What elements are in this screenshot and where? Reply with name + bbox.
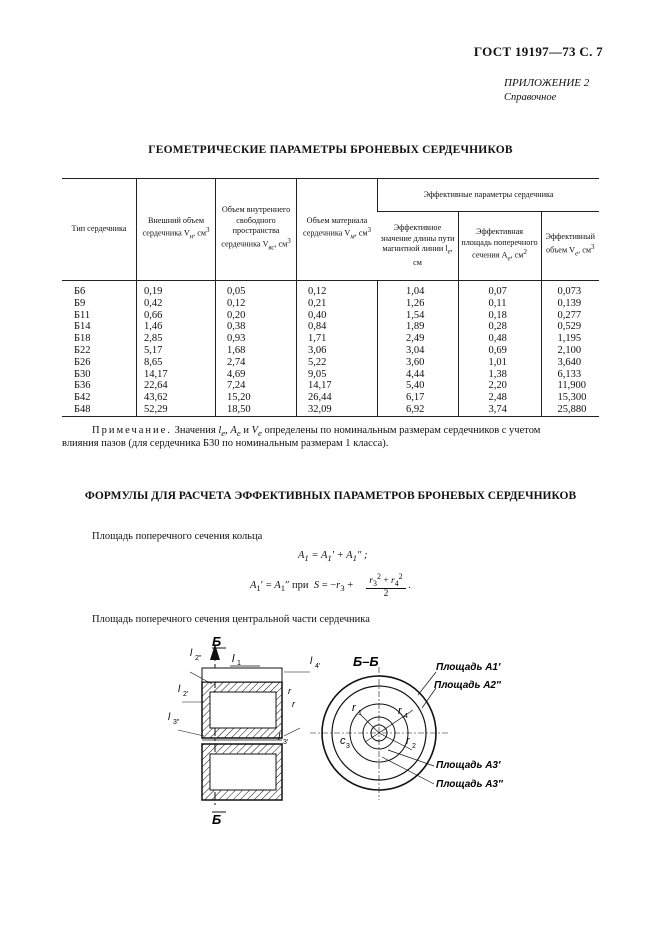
table-row — [62, 357, 599, 369]
cell-inner-volume: 0,38 — [216, 321, 297, 333]
cell-inner-volume: 0,20 — [216, 310, 297, 322]
col-material-volume-header: Объем материала сердечника $V_м$, $см^3$ — [297, 179, 378, 281]
cell-eff-volume: 2,100 — [541, 345, 599, 357]
col-outer-volume-header: Внешний объем сердечника $V_н$, $см^3$ — [137, 179, 216, 281]
svg-text:1: 1 — [237, 660, 241, 667]
svg-text:l: l — [190, 648, 193, 659]
cell-eff-volume: 11,900 — [541, 380, 599, 392]
parameters-table — [62, 178, 599, 417]
cell-type: Б36 — [74, 380, 91, 392]
cell-eff-area: 2,20 — [458, 380, 541, 392]
svg-text:l: l — [178, 684, 181, 695]
table-row — [62, 310, 599, 322]
appendix-label: ПРИЛОЖЕНИЕ 2 — [504, 77, 590, 89]
core-section-drawing — [160, 632, 503, 827]
svg-text:2′: 2′ — [183, 691, 189, 698]
cell-eff-length: 3,60 — [378, 357, 459, 369]
cell-eff-length: 1,89 — [378, 321, 459, 333]
cell-outer-volume: 8,65 — [137, 357, 216, 369]
svg-text:c: c — [340, 735, 346, 747]
table-note: Примечание. Значения $l_e$, $A_e$ и $V_e$ определены по номинальным размерам сердечников с учетом — [92, 425, 541, 439]
table-row — [62, 321, 599, 333]
table-row — [62, 392, 599, 404]
table-row — [62, 333, 599, 345]
reference-label: Справочное — [504, 92, 557, 103]
cell-type: Б30 — [74, 368, 91, 380]
col-type-header: Тип сердечника — [62, 179, 137, 281]
cell-material-volume: 14,17 — [297, 380, 378, 392]
cell-material-volume: 9,05 — [297, 369, 378, 381]
cell-eff-area: 0,07 — [458, 281, 541, 298]
cell-outer-volume: 0,66 — [137, 310, 216, 322]
formula-ring-area: $A_1 = A_1' + A_1''$ ; — [298, 550, 368, 564]
cell-eff-area: 1,38 — [458, 369, 541, 381]
cell-inner-volume: 15,20 — [216, 392, 297, 404]
svg-text:l: l — [278, 732, 281, 743]
cell-type: Б22 — [74, 344, 91, 356]
cell-material-volume: 0,84 — [297, 321, 378, 333]
cell-outer-volume: 43,62 — [137, 392, 216, 404]
cell-inner-volume: 0,12 — [216, 298, 297, 310]
col-eff-area-header: Эффективная площадь поперечного сечения $A_e$, $см^2$ — [458, 212, 541, 281]
cell-eff-volume: 0,277 — [541, 310, 599, 322]
section-title-formulas: ФОРМУЛЫ ДЛЯ РАСЧЕТА ЭФФЕКТИВНЫХ ПАРАМЕТРОВ БРОНЕВЫХ СЕРДЕЧНИКОВ — [84, 490, 577, 502]
paragraph-center-area: Площадь поперечного сечения центральной части сердечника — [92, 614, 370, 625]
svg-text:4: 4 — [404, 713, 408, 720]
svg-text:r: r — [352, 702, 356, 714]
svg-text:4′: 4′ — [315, 663, 321, 670]
cell-eff-volume: 1,195 — [541, 333, 599, 345]
cell-inner-volume: 1,68 — [216, 345, 297, 357]
cell-inner-volume: 0,05 — [216, 281, 297, 298]
label-area-a2: Площадь A2″ — [434, 680, 501, 691]
cell-eff-area: 0,11 — [458, 298, 541, 310]
cell-eff-volume: 6,133 — [541, 369, 599, 381]
cell-outer-volume: 1,46 — [137, 321, 216, 333]
group-header-effective: Эффективные параметры сердечника — [378, 179, 600, 212]
cell-outer-volume: 0,42 — [137, 298, 216, 310]
cell-eff-volume: 0,139 — [541, 298, 599, 310]
cell-type: Б26 — [74, 356, 91, 368]
cell-type: Б6 — [74, 286, 86, 297]
cell-outer-volume: 14,17 — [137, 369, 216, 381]
svg-text:3: 3 — [346, 743, 350, 750]
table-row — [62, 281, 599, 298]
label-area-a3-prime: Площадь A3′ — [436, 760, 501, 771]
svg-text:r: r — [292, 699, 295, 709]
cell-eff-volume: 0,073 — [541, 281, 599, 298]
cell-eff-length: 6,92 — [378, 404, 459, 416]
svg-text:r: r — [398, 705, 402, 717]
paragraph-ring-area: Площадь поперечного сечения кольца — [92, 531, 263, 542]
cell-eff-length: 2,49 — [378, 333, 459, 345]
cell-eff-area: 1,01 — [458, 357, 541, 369]
svg-text:3″: 3″ — [173, 719, 180, 726]
core-cross-section — [168, 634, 321, 827]
cell-type: Б18 — [74, 333, 91, 345]
table-row — [62, 380, 599, 392]
table-row — [62, 345, 599, 357]
cell-eff-area: 0,69 — [458, 345, 541, 357]
section-title-parameters: ГЕОМЕТРИЧЕСКИЕ ПАРАМЕТРЫ БРОНЕВЫХ СЕРДЕЧНИКОВ — [148, 144, 513, 156]
table-row — [62, 298, 599, 310]
col-eff-volume-header: Эффективный объем $V_e$, $см^3$ — [541, 212, 599, 281]
cell-material-volume: 0,21 — [297, 298, 378, 310]
svg-text:1: 1 — [358, 710, 362, 717]
cell-material-volume: 0,40 — [297, 310, 378, 322]
cell-eff-area: 2,48 — [458, 392, 541, 404]
label-area-a3-double: Площадь A3″ — [436, 779, 503, 790]
cell-eff-length: 1,54 — [378, 310, 459, 322]
cell-eff-length: 3,04 — [378, 345, 459, 357]
cell-eff-area: 3,74 — [458, 404, 541, 416]
cell-eff-area: 0,28 — [458, 321, 541, 333]
table-row — [62, 404, 599, 416]
cell-material-volume: 3,06 — [297, 345, 378, 357]
parameters-table-body — [62, 281, 599, 417]
svg-text:2: 2 — [412, 743, 416, 750]
cell-type: Б48 — [62, 404, 137, 416]
cell-inner-volume: 18,50 — [216, 404, 297, 416]
page-header: ГОСТ 19197—73 С. 7 — [473, 44, 603, 59]
section-mark-top: Б — [212, 634, 222, 649]
section-view-label: Б–Б — [353, 654, 379, 669]
cell-inner-volume: 7,24 — [216, 380, 297, 392]
svg-text:l: l — [232, 653, 235, 665]
cell-eff-volume: 15,300 — [541, 392, 599, 404]
cell-type: Б11 — [74, 309, 91, 321]
cell-type: Б9 — [74, 297, 86, 309]
cell-type: Б42 — [74, 392, 91, 404]
svg-text:2″: 2″ — [195, 655, 202, 662]
cell-eff-length: 1,04 — [378, 281, 459, 298]
svg-text:3′: 3′ — [283, 739, 289, 746]
formula-ring-condition: $A_1' = A_1''$ при $S = -r_3$ + $\frac{r_3^2 + r_4^2}{2}$ . — [250, 572, 411, 600]
section-mark-bottom: Б — [212, 812, 222, 827]
cell-outer-volume: 0,19 — [137, 281, 216, 298]
cell-material-volume: 5,22 — [297, 357, 378, 369]
cell-eff-volume: 3,640 — [541, 357, 599, 369]
cell-material-volume: 26,44 — [297, 392, 378, 404]
cell-inner-volume: 0,93 — [216, 333, 297, 345]
cell-inner-volume: 2,74 — [216, 357, 297, 369]
label-area-a1: Площадь A1′ — [436, 662, 501, 673]
cell-material-volume: 32,09 — [297, 404, 378, 416]
cell-eff-length: 6,17 — [378, 392, 459, 404]
core-plan-view — [310, 654, 504, 800]
cell-material-volume: 0,12 — [297, 281, 378, 298]
col-eff-length-header: Эффективное значение длины пути магнитной линии $l_e$, см — [378, 212, 459, 281]
cell-eff-volume: 0,529 — [541, 321, 599, 333]
svg-text:r: r — [406, 735, 410, 747]
table-note-line2: влияния пазов (для сердечника Б30 по номинальным размерам 1 класса). — [62, 438, 389, 449]
cell-outer-volume: 52,29 — [137, 404, 216, 416]
table-row — [62, 369, 599, 381]
cell-eff-length: 1,26 — [378, 298, 459, 310]
svg-text:l: l — [310, 656, 313, 667]
cell-eff-volume: 25,880 — [541, 404, 599, 416]
cell-inner-volume: 4,69 — [216, 369, 297, 381]
svg-text:r: r — [288, 686, 291, 696]
cell-material-volume: 1,71 — [297, 333, 378, 345]
cell-type: Б14 — [74, 321, 91, 333]
cell-eff-length: 5,40 — [378, 380, 459, 392]
cell-eff-area: 0,48 — [458, 333, 541, 345]
svg-text:l: l — [168, 712, 171, 723]
cell-eff-area: 0,18 — [458, 310, 541, 322]
cell-outer-volume: 2,85 — [137, 333, 216, 345]
col-inner-volume-header: Объем внутреннего свободного пространства сердечника $V_{вс}$, $см^3$ — [216, 179, 297, 281]
cell-outer-volume: 22,64 — [137, 380, 216, 392]
cell-outer-volume: 5,17 — [137, 345, 216, 357]
cell-eff-length: 4,44 — [378, 369, 459, 381]
